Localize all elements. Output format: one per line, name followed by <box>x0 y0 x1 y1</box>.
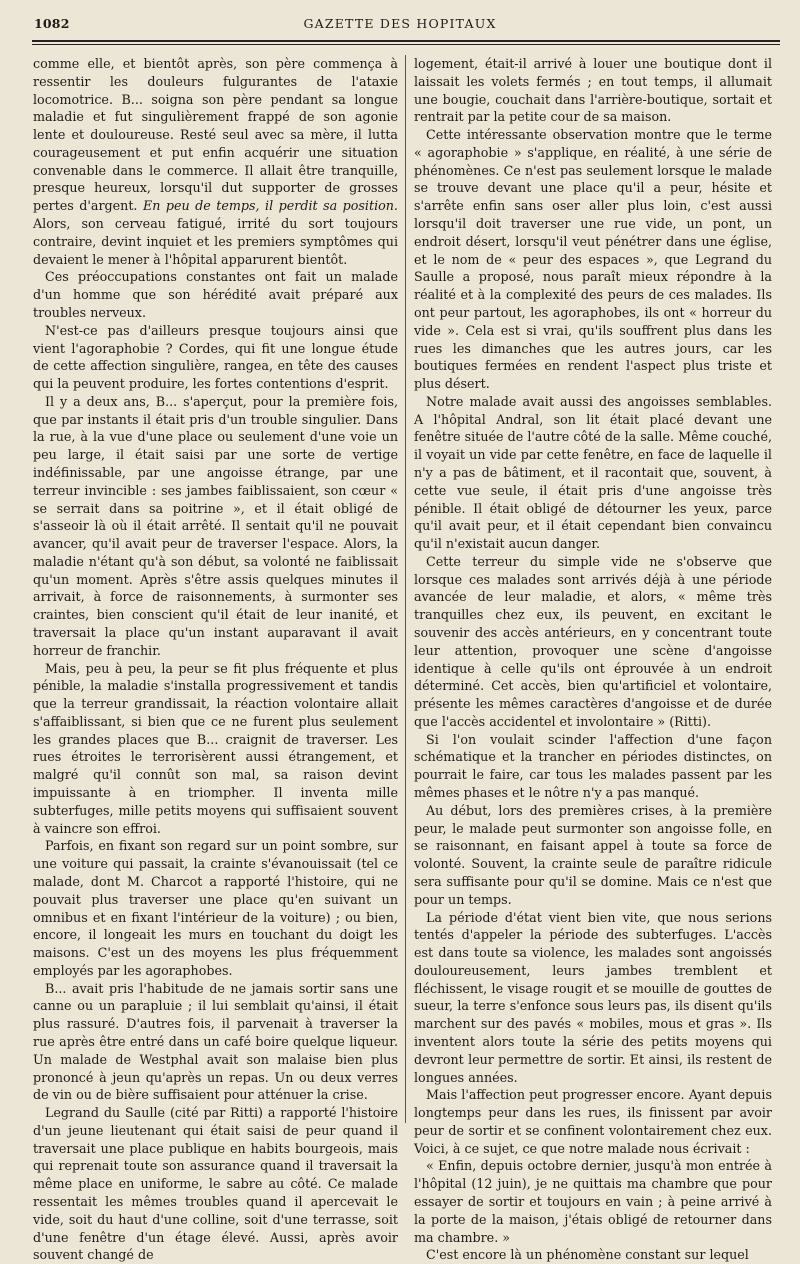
paragraph: Cette terreur du simple vide ne s'observe que lorsque ces malades sont arrivés déjà à une période avancée de leur maladie, et alors, « même très tranquilles chez eux, ils peuvent, en excitant le souvenir des accès antérieurs, en y concentrant toute leur attention, provoquer une scène d'angoisse identique à celle qu'ils ont éprouvée à un endroit déterminé. Cet accès, bien qu'artificiel et volontaire, présente les mêmes caractères d'angoisse et de durée que l'accès accidentel et involontaire » (Ritti). <box>414 553 772 729</box>
paragraph: logement, était-il arrivé à louer une boutique dont il laissait les volets fermés ; en tout temps, il allumait une bougie, couchait dans l'arrière-boutique, sortait et rentrait par la petite cour de sa maison. <box>414 56 772 125</box>
left-column <box>33 55 398 1263</box>
header-rule-thick <box>32 40 780 42</box>
header-rule-thin <box>32 44 780 45</box>
paragraph: Mais l'affection peut progresser encore. Ayant depuis longtemps peur dans les rues, ils finissent par avoir peur de sortir et se confinent volontairement chez eux. Voici, à ce sujet, ce que notre malade nous écrivait : <box>414 1087 772 1156</box>
paragraph: Ces préoccupations constantes ont fait un malade d'un homme que son hérédité avait préparé aux troubles nerveux. <box>33 269 398 320</box>
paragraph: Notre malade avait aussi des angoisses semblables. A l'hôpital Andral, son lit était placé devant une fenêtre située de l'autre côté de la salle. Même couché, il voyait un vide par cette fenêtre, en face de laquelle il n'y a pas de bâtiment, et il racontait que, souvent, à cette vue seule, il était pris d'une angoisse très pénible. Il était obligé de détourner les yeux, parce qu'il avait peur, et il était cependant bien convaincu qu'il n'existait aucun danger. <box>414 393 772 552</box>
paragraph: B... avait pris l'habitude de ne jamais sortir sans une canne ou un parapluie ; il lui semblait qu'ainsi, il était plus rassuré. D'autres fois, il parvenait à traverser la rue après être entré dans un café boire quelque liqueur. Un malade de Westphal avait son malaise bien plus prononcé à jeun qu'après un repas. Un ou deux verres de vin ou de bière suffisaient pour atténuer la crise. <box>33 980 398 1103</box>
column-divider <box>405 55 406 1123</box>
paragraph: Si l'on voulait scinder l'affection d'une façon schématique et la trancher en périodes distinctes, on pourrait le faire, car tous les malades passent par les mêmes phases et le nôtre n'y a pas manqué. <box>414 731 772 801</box>
paragraph: Il y a deux ans, B... s'aperçut, pour la première fois, que par instants il était pris d'un trouble singulier. Dans la rue, à la vue d'une place ou seulement d'une voie un peu large, il était saisi par une sorte de vertige indéfinissable, par une angoisse étrange, par une terreur invincible : ses jambes faiblissaient, son cœur « se serrait dans sa poitrine », et il était obligé de s'asseoir là où il était arrêté. Il sentait qu'il ne pouvait avancer, qu'il avait peur de traverser l'espace. Alors, la maladie n'étant qu'à son début, sa volonté ne faiblissait qu'un moment. Après s'être assis quelques minutes il arrivait, à force de raisonnements, à surmonter ses craintes, bien conscient qu'il était de leur inanité, et traversait la place qu'un instant auparavant il avait horreur de franchir. <box>33 393 398 658</box>
paragraph: Mais, peu à peu, la peur se fit plus fréquente et plus pénible, la maladie s'installa progressivement et tandis que la terreur grandissait, la réaction volontaire allait s'affaiblissant, si bien que ce ne furent plus seulement les grandes places que B... craignit de traverser. Les rues étroites le terrorisèrent aussi étrangement, et malgré qu'il connût son mal, sa raison devint impuissante à en triompher. Il inventa mille subterfuges, mille petits moyens qui suffisaient souvent à vaincre son effroi. <box>33 660 398 836</box>
paragraph: Au début, lors des premières crises, à la première peur, le malade peut surmonter son angoisse folle, en se raisonnant, en faisant appel à toute sa force de volonté. Souvent, la crainte seule de paraître ridicule sera suffisante pour qu'il se domine. Mais ce n'est que pour un temps. <box>414 802 772 907</box>
paragraph: Legrand du Saulle (cité par Ritti) a rapporté l'histoire d'un jeune lieutenant qui était saisi de peur quand il traversait une place publique en habits bourgeois, mais qui reprenait toute son assurance quand il traversait la même place en uniforme, le sabre au côté. Ce malade ressentait les mêmes troubles quand il apercevait le vide, soit du haut d'une colline, soit d'une terrasse, soit d'une fenêtre d'un étage élevé. Aussi, après avoir souvent changé de <box>33 1105 398 1263</box>
paragraph: comme elle, et bientôt après, son père commença à ressentir les douleurs fulgurantes de l'ataxie locomotrice. B... soigna son père pendant sa longue maladie et fut singulièrement frappé de son agonie lente et douloureuse. Resté seul avec sa mère, il lutta courageusement et put enfin acquérir une situation convenable dans le commerce. Il allait être tranquille, presque heureux, lorsqu'il dut supporter de grosses pertes d'argent. En peu de temps, il perdit sa position. Alors, son cerveau fatigué, irrité du sort toujours contraire, devint inquiet et les premiers symptômes qui devaient le mener à l'hôpital apparurent bientôt. <box>33 56 398 267</box>
paragraph: Parfois, en fixant son regard sur un point sombre, sur une voiture qui passait, la crainte s'évanouissait (tel ce malade, dont M. Charcot a rapporté l'histoire, qui ne pouvait plus traverser une place qu'en suivant un omnibus et en fixant l'intérieur de la voiture) ; ou bien, encore, il longeait les murs en touchant du doigt les maisons. C'est un des moyens les plus fréquemment employés par les agoraphobes. <box>33 838 398 978</box>
page-number: 1082 <box>34 16 70 31</box>
paragraph: Cette intéressante observation montre que le terme « agoraphobie » s'applique, en réalité, à une série de phénomènes. Ce n'est pas seulement lorsque le malade se trouve devant une place qu'il a peur, hésite et s'arrête enfin sans oser aller plus loin, c'est aussi lorsqu'il doit traverser une rue vide, un pont, un endroit désert, lorsqu'il veut pénétrer dans une église, et le nom de « peur des espaces », que Legrand du Saulle a proposé, nous paraît mieux répondre à la réalité et à la complexité des peurs de ces malades. Ils ont peur partout, les agoraphobes, ils ont « horreur du vide ». Cela est si vrai, qu'ils souffrent plus dans les rues les dimanches que les autres jours, car les boutiques fermées en rendent l'aspect plus triste et plus désert. <box>414 127 772 392</box>
paragraph: N'est-ce pas d'ailleurs presque toujours ainsi que vient l'agoraphobie ? Cordes, qui fit une longue étude de cette affection singulière, rangea, en tête des causes qui la peuvent produire, les fortes contentions d'esprit. <box>33 322 398 392</box>
right-column <box>414 55 772 1263</box>
italic-phrase: En peu de temps, il perdit sa position. <box>142 198 398 214</box>
paragraph: C'est encore là un phénomène constant sur lequel <box>426 1247 749 1263</box>
quotation: « Enfin, depuis octobre dernier, jusqu'à mon entrée à l'hôpital (12 juin), je ne quittais ma chambre que pour essayer de sortir et toujours en vain ; à peine arrivé à la porte de la maison, j'étais obligé de retourner dans ma chambre. » <box>414 1158 772 1245</box>
paragraph: La période d'état vient bien vite, que nous serions tentés d'appeler la période des subterfuges. L'accès est dans toute sa violence, les malades sont angoissés douloureusement, leurs jambes tremblent et fléchissent, le visage rougit et se mouille de gouttes de sueur, la terre s'enfonce sous leurs pas, ils disent qu'ils marchent sur des pavés « mobiles, mous et gras ». Ils inventent alors toute la série des petits moyens qui devront leur permettre de sortir. Et ainsi, ils restent de longues années. <box>414 909 772 1085</box>
running-title: GAZETTE DES HOPITAUX <box>303 16 497 31</box>
